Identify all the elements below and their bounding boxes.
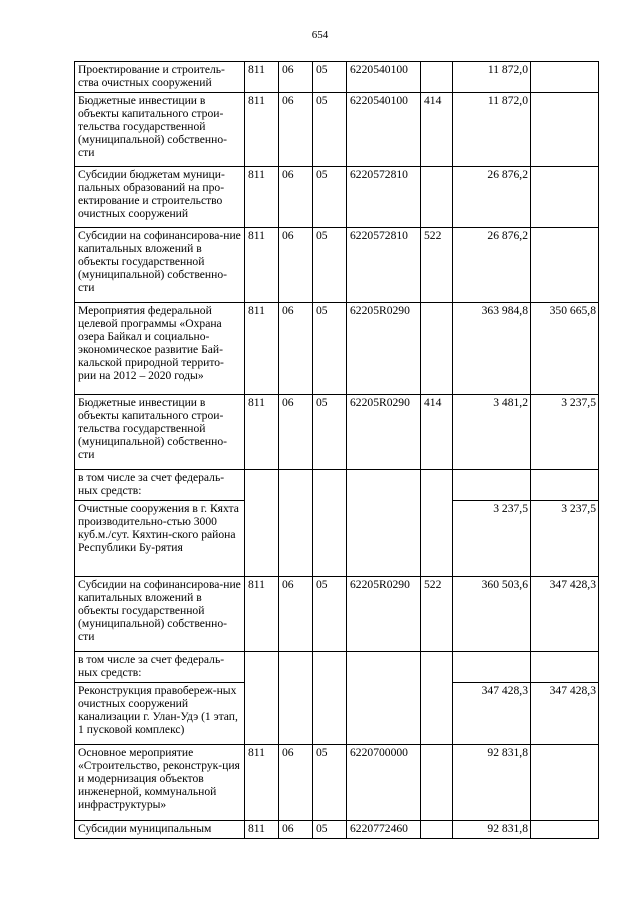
row-rz: 06 (279, 303, 313, 395)
row-csr: 6220540100 (347, 62, 421, 93)
row-pr (313, 470, 347, 501)
row-name: Бюджетные инвестиции в объекты капитального строи-тельства государственной (муниципальной) собственно-сти (75, 395, 245, 470)
row-gr (245, 683, 279, 745)
row-sum1: 11 872,0 (453, 93, 531, 167)
row-sum2: 3 237,5 (531, 501, 599, 577)
row-sum1: 3 481,2 (453, 395, 531, 470)
row-rz: 06 (279, 395, 313, 470)
row-csr (347, 652, 421, 683)
table-row (75, 167, 599, 228)
row-name: в том числе за счет федераль-ных средств: (75, 470, 245, 501)
row-gr (245, 470, 279, 501)
table-row (75, 745, 599, 821)
row-pr: 05 (313, 93, 347, 167)
row-name: Мероприятия федеральной целевой программы «Охрана озера Байкал и социально-экономическое развитие Бай-кальской природной террито-рии на 2012 – 2020 годы» (75, 303, 245, 395)
row-vr (421, 303, 453, 395)
row-csr: 6220540100 (347, 93, 421, 167)
row-vr (421, 683, 453, 745)
table-row (75, 683, 599, 745)
row-vr: 522 (421, 228, 453, 303)
row-name: Субсидии бюджетам муници-пальных образований на про-ектирование и строительство очистных сооружений (75, 167, 245, 228)
row-name: Субсидии на софинансирова-ние капитальных вложений в объекты государственной (муниципальной) собственно-сти (75, 228, 245, 303)
row-sum2 (531, 652, 599, 683)
row-vr: 414 (421, 93, 453, 167)
row-rz: 06 (279, 745, 313, 821)
row-sum2: 347 428,3 (531, 683, 599, 745)
table-row (75, 821, 599, 839)
row-csr (347, 470, 421, 501)
row-name: Бюджетные инвестиции в объекты капитального строи-тельства государственной (муниципальной) собственно-сти (75, 93, 245, 167)
row-pr: 05 (313, 745, 347, 821)
row-name: в том числе за счет федераль-ных средств: (75, 652, 245, 683)
row-vr (421, 62, 453, 93)
table-row (75, 228, 599, 303)
row-sum2: 350 665,8 (531, 303, 599, 395)
table-row (75, 93, 599, 167)
row-csr: 62205R0290 (347, 577, 421, 652)
row-csr: 6220572810 (347, 228, 421, 303)
row-csr: 62205R0290 (347, 303, 421, 395)
row-vr (421, 745, 453, 821)
row-pr (313, 501, 347, 577)
row-vr (421, 470, 453, 501)
row-sum2 (531, 167, 599, 228)
row-vr (421, 501, 453, 577)
row-pr: 05 (313, 62, 347, 93)
row-csr: 6220700000 (347, 745, 421, 821)
row-name: Субсидии на софинансирова-ние капитальных вложений в объекты государственной (муниципальной) собственно-сти (75, 577, 245, 652)
row-gr: 811 (245, 62, 279, 93)
table-row (75, 501, 599, 577)
table-row (75, 652, 599, 683)
row-sum2 (531, 228, 599, 303)
row-csr (347, 501, 421, 577)
row-csr: 6220572810 (347, 167, 421, 228)
row-gr: 811 (245, 395, 279, 470)
row-csr: 6220772460 (347, 821, 421, 839)
row-rz (279, 683, 313, 745)
row-rz (279, 470, 313, 501)
row-rz: 06 (279, 577, 313, 652)
table-row (75, 577, 599, 652)
row-sum1: 92 831,8 (453, 821, 531, 839)
row-sum2 (531, 470, 599, 501)
row-name: Реконструкция правобереж-ных очистных сооружений канализации г. Улан-Удэ (1 этап, 1 пусковой комплекс) (75, 683, 245, 745)
row-gr: 811 (245, 93, 279, 167)
row-gr: 811 (245, 577, 279, 652)
row-sum2: 3 237,5 (531, 395, 599, 470)
table-row (75, 62, 599, 93)
row-rz: 06 (279, 93, 313, 167)
row-sum1 (453, 652, 531, 683)
row-gr: 811 (245, 228, 279, 303)
row-rz (279, 652, 313, 683)
row-name: Проектирование и строитель-ства очистных сооружений (75, 62, 245, 93)
row-sum1: 92 831,8 (453, 745, 531, 821)
row-sum1: 360 503,6 (453, 577, 531, 652)
row-csr: 62205R0290 (347, 395, 421, 470)
row-sum1: 26 876,2 (453, 228, 531, 303)
row-name: Субсидии муниципальным (75, 821, 245, 839)
budget-table (74, 61, 599, 839)
row-vr (421, 821, 453, 839)
row-name: Очистные сооружения в г. Кяхта производительно-стью 3000 куб.м./сут. Кяхтин-ского района Республики Бу-рятия (75, 501, 245, 577)
row-gr (245, 501, 279, 577)
row-vr (421, 167, 453, 228)
row-sum1: 363 984,8 (453, 303, 531, 395)
row-sum2 (531, 62, 599, 93)
row-vr: 522 (421, 577, 453, 652)
row-pr (313, 652, 347, 683)
row-sum2: 347 428,3 (531, 577, 599, 652)
row-rz (279, 501, 313, 577)
row-pr: 05 (313, 167, 347, 228)
row-sum2 (531, 93, 599, 167)
row-rz: 06 (279, 228, 313, 303)
row-sum1: 26 876,2 (453, 167, 531, 228)
row-sum2 (531, 745, 599, 821)
row-vr (421, 652, 453, 683)
row-name: Основное мероприятие «Строительство, реконструк-ция и модернизация объектов инженерной, коммунальной инфраструктуры» (75, 745, 245, 821)
row-vr: 414 (421, 395, 453, 470)
row-gr: 811 (245, 167, 279, 228)
row-gr: 811 (245, 303, 279, 395)
row-pr: 05 (313, 577, 347, 652)
row-rz: 06 (279, 821, 313, 839)
row-sum2 (531, 821, 599, 839)
row-gr (245, 652, 279, 683)
row-sum1: 11 872,0 (453, 62, 531, 93)
table-row (75, 303, 599, 395)
row-gr: 811 (245, 745, 279, 821)
row-sum1 (453, 470, 531, 501)
row-sum1: 347 428,3 (453, 683, 531, 745)
page-number: 654 (311, 29, 329, 41)
row-pr: 05 (313, 821, 347, 839)
row-pr: 05 (313, 303, 347, 395)
row-gr: 811 (245, 821, 279, 839)
table-row (75, 470, 599, 501)
row-sum1: 3 237,5 (453, 501, 531, 577)
row-csr (347, 683, 421, 745)
row-pr (313, 683, 347, 745)
row-pr: 05 (313, 228, 347, 303)
row-rz: 06 (279, 167, 313, 228)
row-rz: 06 (279, 62, 313, 93)
table-row (75, 395, 599, 470)
row-pr: 05 (313, 395, 347, 470)
